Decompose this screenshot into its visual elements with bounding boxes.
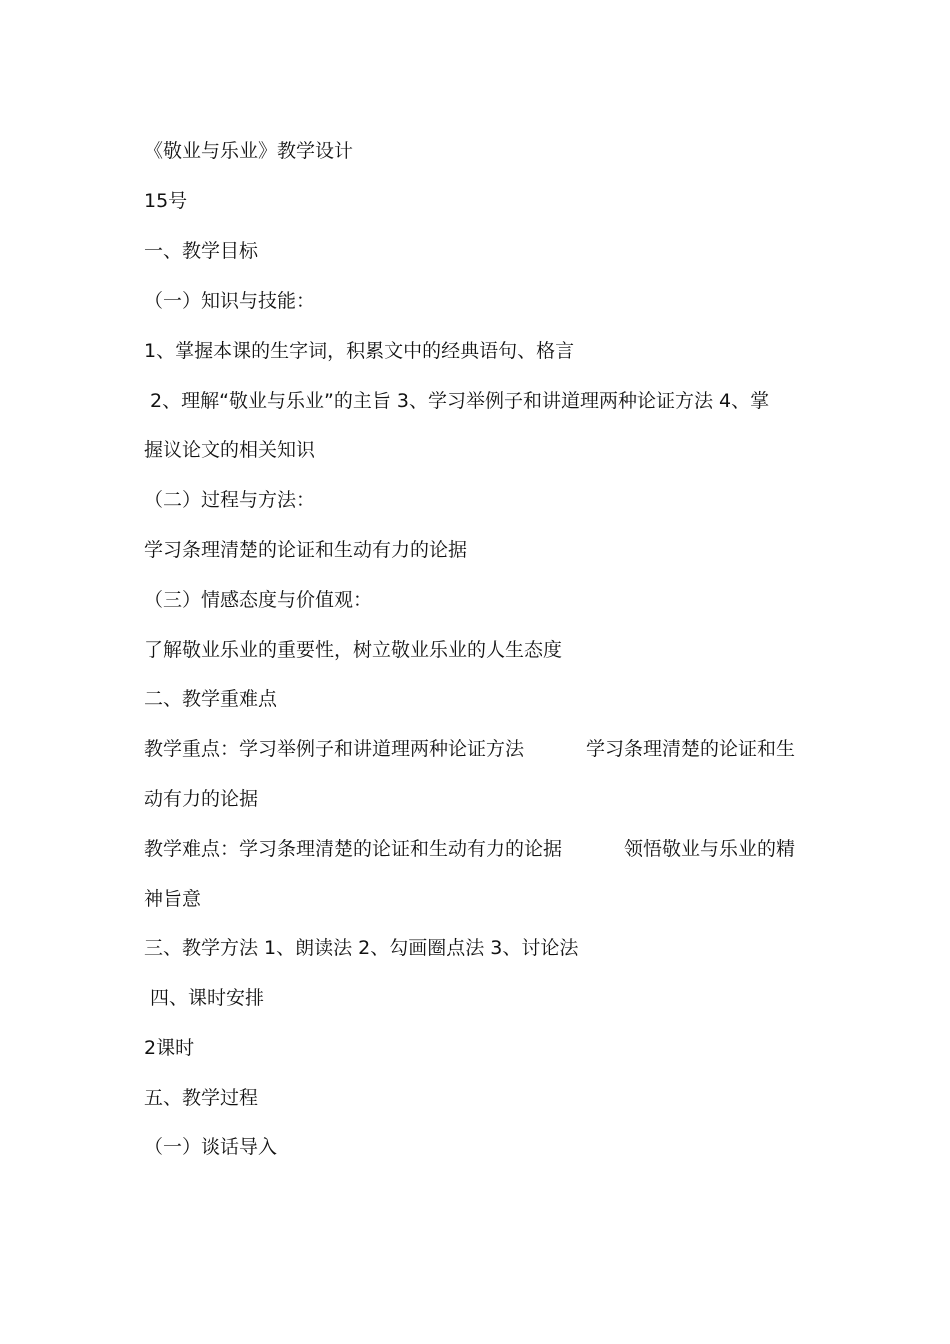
attitude-text: 了解敬业乐业的重要性，树立敬业乐业的人生态度 [144, 639, 563, 661]
difficult-point-line-1 [144, 836, 814, 862]
key-point-line-1 [144, 736, 814, 762]
objective-item-2-line-2: 握议论文的相关知识 [144, 439, 316, 461]
key-point-line-2: 动有力的论据 [144, 788, 259, 810]
key-point-part-a: 教学重点：学习举例子和讲道理两种论证方法 [144, 738, 525, 760]
difficult-point-line-2: 神旨意 [144, 888, 202, 910]
difficult-point-part-a: 教学难点：学习条理清楚的论证和生动有力的论据 [144, 838, 563, 860]
document-number: 15号 [144, 190, 188, 212]
document-title: 《敬业与乐业》教学设计 [144, 140, 354, 162]
section-heading-schedule: 四、课时安排 [144, 987, 265, 1009]
section-heading-objectives: 一、教学目标 [144, 240, 259, 262]
process-text: 学习条理清楚的论证和生动有力的论据 [144, 539, 468, 561]
objective-item-2-line-1: 2、理解“敬业与乐业”的主旨 3、学习举例子和讲道理两种论证方法 4、掌 [144, 390, 770, 412]
section-heading-process: 五、教学过程 [144, 1087, 259, 1109]
key-point-part-b: 学习条理清楚的论证和生 [586, 738, 796, 760]
subheading-knowledge: （一）知识与技能： [144, 290, 316, 312]
section-heading-key-points: 二、教学重难点 [144, 688, 278, 710]
objective-item-1: 1、掌握本课的生字词，积累文中的经典语句、格言 [144, 340, 575, 362]
section-teaching-methods: 三、教学方法 1、朗读法 2、勾画圈点法 3、讨论法 [144, 937, 579, 959]
difficult-point-part-b: 领悟敬业与乐业的精 [624, 838, 796, 860]
subheading-process: （二）过程与方法： [144, 489, 316, 511]
subheading-attitude: （三）情感态度与价值观： [144, 589, 373, 611]
subheading-introduction: （一）谈话导入 [144, 1136, 278, 1158]
schedule-text: 2课时 [144, 1037, 195, 1059]
